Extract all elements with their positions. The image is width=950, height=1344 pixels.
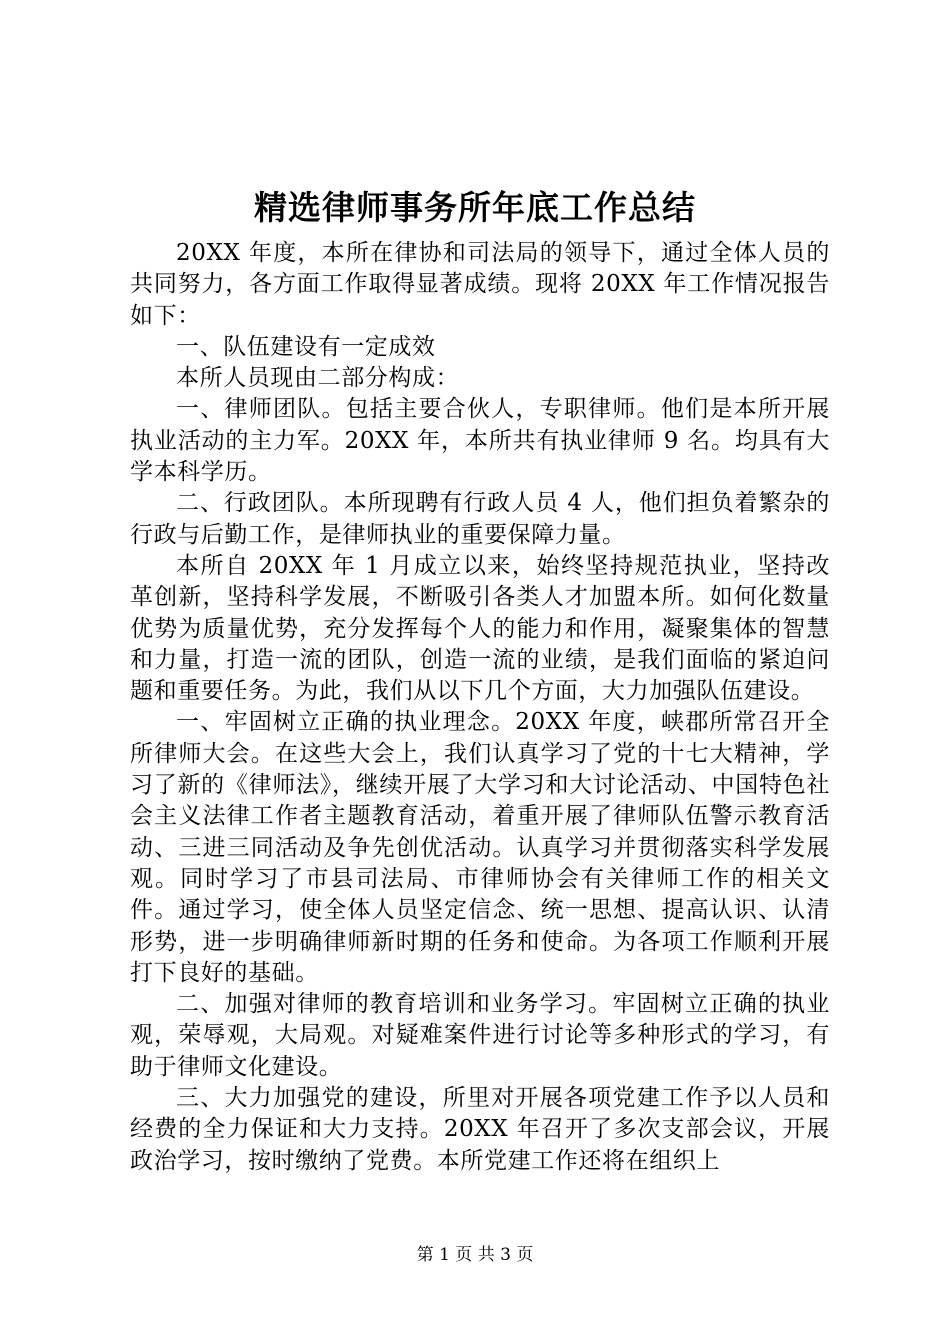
paragraph: 本所自 20XX 年 1 月成立以来，始终坚持规范执业，坚持改革创新，坚持科学发展，不断吸引各类人才加盟本所。如何化数量优势为质量优势，充分发挥每个人的能力和作用，凝聚集体的智慧和力量，打造一流的团队，创造一流的业绩，是我们面临的紧迫问题和重要任务。为此，我们从以下几个方面，大力加强队伍建设。 [130,552,830,705]
paragraph: 二、加强对律师的教育培训和业务学习。牢固树立正确的执业观，荣辱观，大局观。对疑难案件进行讨论等多种形式的学习，有助于律师文化建设。 [130,991,830,1080]
document-body [130,238,830,1177]
paragraph: 一、律师团队。包括主要合伙人，专职律师。他们是本所开展执业活动的主力军。20XX 年，本所共有执业律师 9 名。均具有大学本科学历。 [130,396,830,486]
paragraph: 三、大力加强党的建设，所里对开展各项党建工作予以人员和经费的全力保证和大力支持。20XX 年召开了多次支部会议，开展政治学习，按时缴纳了党费。本所党建工作还将在组织上 [130,1085,830,1174]
document-title: 精选律师事务所年底工作总结 [254,188,696,227]
paragraph: 二、行政团队。本所现聘有行政人员 4 人，他们担负着繁杂的行政与后勤工作，是律师执业的重要保障力量。 [130,490,830,548]
page-number: 第 1 页 共 3 页 [416,1245,534,1265]
section-heading: 一、队伍建设有一定成效 [176,333,436,360]
paragraph: 本所人员现由二部分构成： [176,365,460,392]
page-footer [0,1244,950,1266]
paragraph: 一、牢固树立正确的执业理念。20XX 年度，峡郡所常召开全所律师大会。在这些大会上，我们认真学习了党的十七大精神，学习了新的《律师法》，继续开展了大学习和大讨论活动、中国特色社会主义法律工作者主题教育活动，着重开展了律师队伍警示教育活动、三进三同活动及争先创优活动。认真学习并贯彻落实科学发展观。同时学习了市县司法局、市律师协会有关律师工作的相关文件。通过学习，使全体人员坚定信念、统一思想、提高认识、认清形势，进一步明确律师新时期的任务和使命。为各项工作顺利开展打下良好的基础。 [130,709,830,986]
paragraph: 20XX 年度，本所在律协和司法局的领导下，通过全体人员的共同努力，各方面工作取得显著成绩。现将 20XX 年工作情况报告如下： [130,240,830,329]
